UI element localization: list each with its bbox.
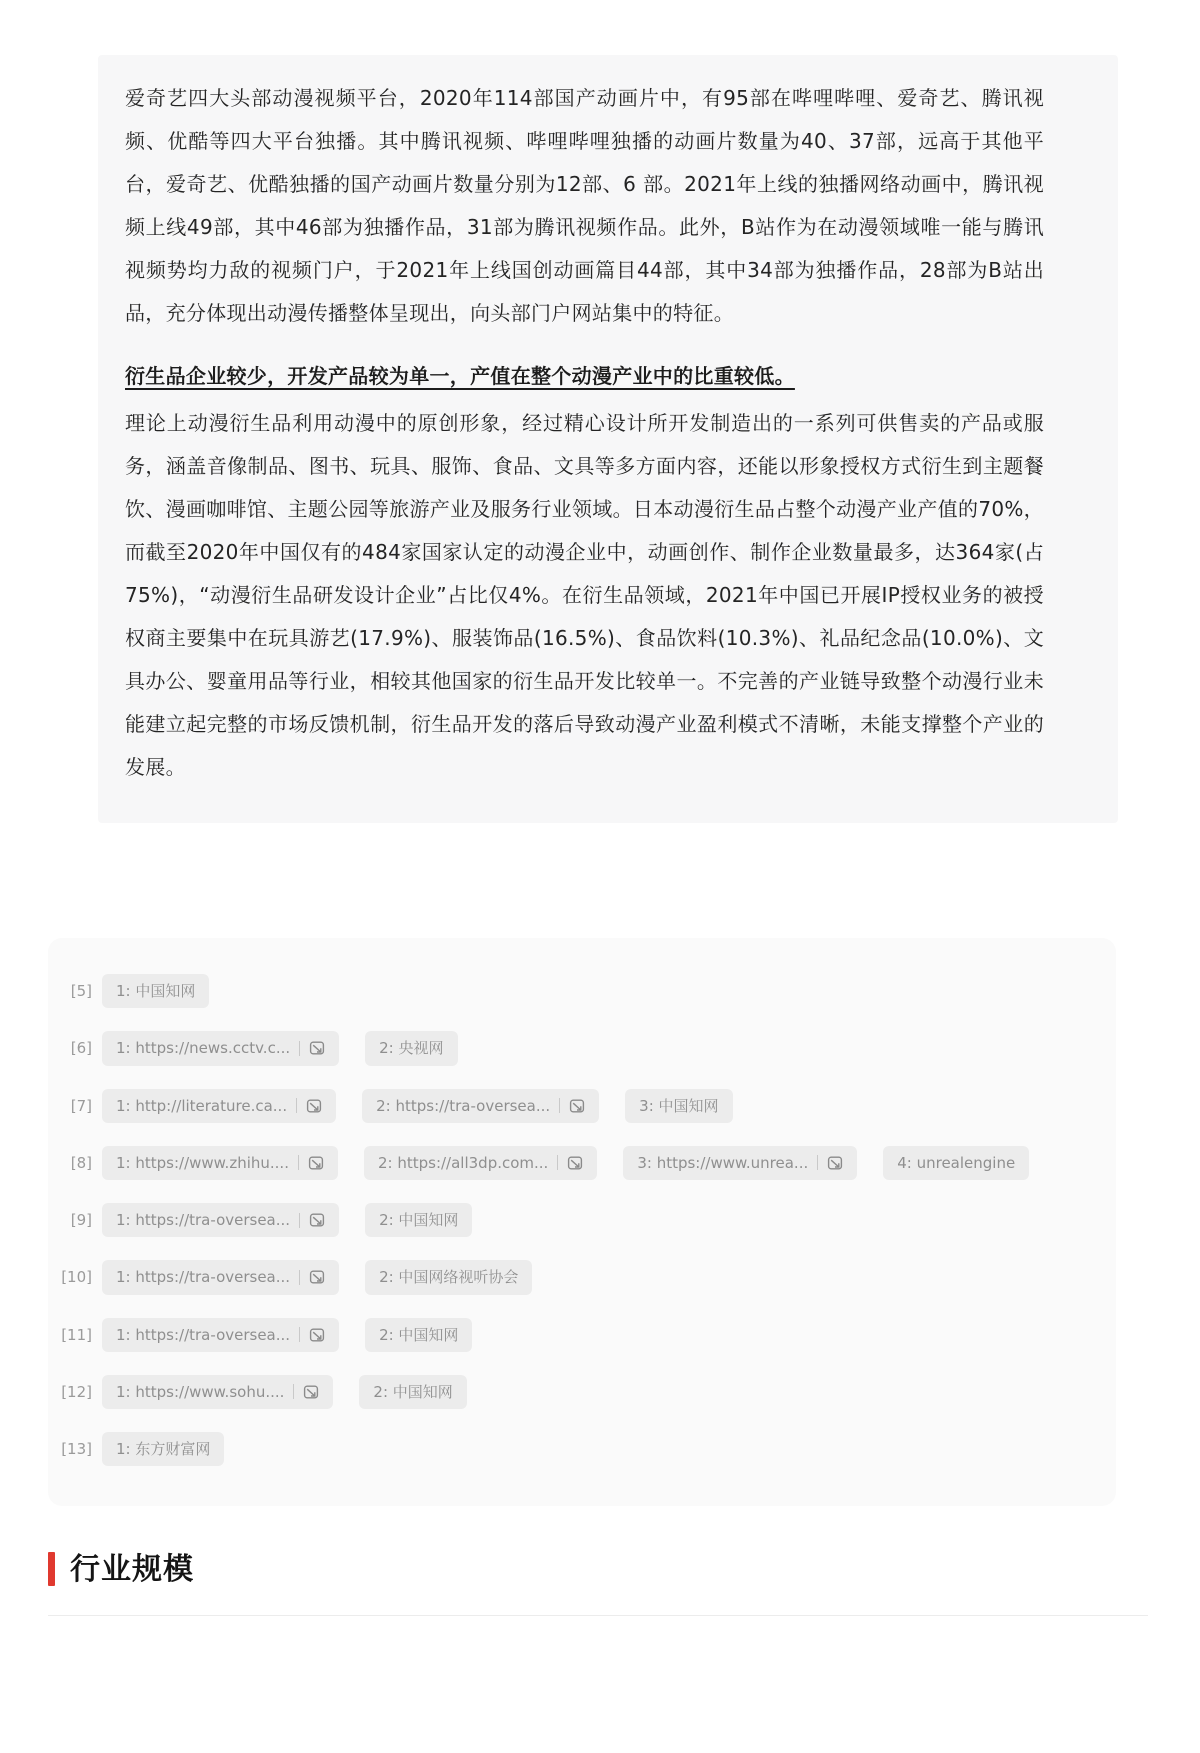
- reference-chips: [102, 1146, 1029, 1180]
- reference-chips: [102, 1203, 472, 1237]
- chip-divider: [298, 1155, 299, 1170]
- link-preview-icon[interactable]: [309, 1040, 325, 1056]
- article-text-block: [98, 55, 1118, 823]
- source-chip-label: 1: https://tra-oversea...: [116, 1268, 291, 1287]
- source-chip[interactable]: [365, 1203, 472, 1237]
- source-chip[interactable]: [364, 1146, 597, 1180]
- reference-number: [9]: [70, 1211, 92, 1230]
- paragraph-platforms: 爱奇艺四大头部动漫视频平台，2020年114部国产动画片中，有95部在哔哩哔哩、爱奇艺、腾讯视频、优酷等四大平台独播。其中腾讯视频、哔哩哔哩独播的动画片数量为40、37部，远高于其他平台，爱奇艺、优酷独播的国产动画片数量分别为12部、6 部。2021年上线的独播网络动画中，腾讯视频上线49部，其中46部为独播作品，31部为腾讯视频作品。此外，B站作为在动漫领域唯一能与腾讯视频势均力敌的视频门户，于2021年上线国创动画篇目44部，其中34部为独播作品，28部为B站出品，充分体现出动漫传播整体呈现出，向头部门户网站集中的特征。: [125, 86, 1044, 325]
- source-chip-label: 1: http://literature.ca...: [116, 1096, 288, 1115]
- reference-row: [58, 1089, 1090, 1123]
- source-chip-label: 2: 中国知网: [379, 1325, 459, 1344]
- source-chip[interactable]: [365, 1031, 457, 1065]
- source-chip[interactable]: [623, 1146, 857, 1180]
- chip-divider: [559, 1098, 560, 1113]
- reference-chips: [102, 974, 209, 1008]
- source-chip[interactable]: [102, 1146, 338, 1180]
- source-chip-label: 2: https://all3dp.com...: [377, 1153, 549, 1172]
- reference-chips: [102, 1031, 458, 1065]
- link-preview-icon[interactable]: [567, 1155, 583, 1171]
- source-chip[interactable]: [102, 1089, 336, 1123]
- source-chip[interactable]: [365, 1260, 532, 1294]
- section-heading-industry-scale: [48, 1552, 1200, 1586]
- reference-row: [58, 1146, 1090, 1180]
- reference-number: [7]: [70, 1096, 92, 1115]
- chip-divider: [293, 1384, 294, 1399]
- source-chip[interactable]: [625, 1089, 732, 1123]
- source-chip[interactable]: [102, 1432, 224, 1466]
- reference-number: [11]: [61, 1325, 92, 1344]
- reference-number: [13]: [61, 1440, 92, 1459]
- link-preview-icon[interactable]: [569, 1098, 585, 1114]
- reference-number: [5]: [70, 982, 92, 1001]
- document-page: [0, 55, 1200, 1753]
- source-chip-label: 2: 央视网: [379, 1039, 444, 1058]
- reference-row: [58, 1375, 1090, 1409]
- reference-row: [58, 1203, 1090, 1237]
- source-chip-label: 1: https://tra-oversea...: [116, 1325, 291, 1344]
- section-title: 行业规模: [70, 1551, 194, 1587]
- reference-chips: [102, 1318, 472, 1352]
- source-chip-label: 4: unrealengine: [897, 1153, 1016, 1172]
- link-preview-icon[interactable]: [827, 1155, 843, 1171]
- source-chip[interactable]: [359, 1375, 466, 1409]
- link-preview-icon[interactable]: [303, 1384, 319, 1400]
- heading-accent-bar: [48, 1552, 55, 1586]
- chip-divider: [299, 1270, 300, 1285]
- source-chip-label: 2: 中国知网: [373, 1382, 453, 1401]
- reference-row: [58, 1031, 1090, 1065]
- link-preview-icon[interactable]: [309, 1269, 325, 1285]
- reference-chips: [102, 1089, 733, 1123]
- chip-divider: [299, 1213, 300, 1228]
- source-chip[interactable]: [102, 1318, 339, 1352]
- source-chip-label: 2: https://tra-oversea...: [376, 1096, 551, 1115]
- source-chip-label: 1: https://tra-oversea...: [116, 1211, 291, 1229]
- source-chip-label: 1: 东方财富网: [116, 1440, 211, 1458]
- source-chip[interactable]: [365, 1318, 472, 1352]
- chip-divider: [557, 1155, 558, 1170]
- paragraph-derivatives: 理论上动漫衍生品利用动漫中的原创形象，经过精心设计所开发制造出的一系列可供售卖的产品或服务，涵盖音像制品、图书、玩具、服饰、食品、文具等多方面内容，还能以形象授权方式衍生到主题餐饮、漫画咖啡馆、主题公园等旅游产业及服务行业领域。日本动漫衍生品占整个动漫产业产值的70%，而截至2020年中国仅有的484家国家认定的动漫企业中，动画创作、制作企业数量最多，达364家(占75%)，“动漫衍生品研发设计企业”占比仅4%。在衍生品领域，2021年中国已开展IP授权业务的被授权商主要集中在玩具游艺(17.9%)、服装饰品(16.5%)、食品饮料(10.3%)、礼品纪念品(10.0%)、文具办公、婴童用品等行业，相较其他国家的衍生品开发比较单一。不完善的产业链导致整个动漫行业未能建立起完整的市场反馈机制，衍生品开发的落后导致动漫产业盈利模式不清晰，未能支撑整个产业的发展。: [125, 411, 1044, 779]
- source-chip-label: 2: 中国知网: [379, 1211, 459, 1229]
- link-preview-icon[interactable]: [309, 1327, 325, 1343]
- source-chip[interactable]: [102, 974, 209, 1008]
- chip-divider: [299, 1041, 300, 1056]
- references-panel: [48, 938, 1116, 1506]
- source-chip-label: 1: https://news.cctv.c...: [116, 1039, 291, 1058]
- reference-number: [12]: [61, 1382, 92, 1401]
- reference-row: [58, 1318, 1090, 1352]
- source-chip-label: 3: https://www.unrea...: [637, 1153, 809, 1172]
- link-preview-icon[interactable]: [306, 1098, 322, 1114]
- source-chip[interactable]: [362, 1089, 599, 1123]
- source-chip-label: 3: 中国知网: [639, 1096, 719, 1115]
- reference-number: [8]: [70, 1153, 92, 1172]
- source-chip-label: 1: https://www.zhihu....: [116, 1153, 289, 1172]
- reference-chips: [102, 1432, 224, 1466]
- link-preview-icon[interactable]: [308, 1155, 324, 1171]
- source-chip-label: 1: 中国知网: [116, 982, 196, 1000]
- reference-chips: [102, 1375, 467, 1409]
- chip-divider: [296, 1098, 297, 1113]
- reference-number: [6]: [70, 1039, 92, 1058]
- reference-chips: [102, 1260, 532, 1294]
- chip-divider: [299, 1327, 300, 1342]
- reference-row: [58, 1260, 1090, 1294]
- source-chip-label: 2: 中国网络视听协会: [379, 1268, 519, 1287]
- source-chip-label: 1: https://www.sohu....: [116, 1382, 285, 1401]
- source-chip[interactable]: [102, 1203, 339, 1237]
- source-chip[interactable]: [883, 1146, 1029, 1180]
- references-list: [58, 974, 1090, 1466]
- source-chip[interactable]: [102, 1031, 339, 1065]
- source-chip[interactable]: [102, 1260, 339, 1294]
- reference-row: [58, 1432, 1090, 1466]
- source-chip[interactable]: [102, 1375, 333, 1409]
- reference-row: [58, 974, 1090, 1008]
- section-divider: [48, 1615, 1148, 1616]
- subheading-derivatives: 衍生品企业较少，开发产品较为单一，产值在整个动漫产业中的比重较低。: [125, 364, 795, 388]
- link-preview-icon[interactable]: [309, 1212, 325, 1228]
- reference-number: [10]: [61, 1268, 92, 1287]
- chip-divider: [817, 1155, 818, 1170]
